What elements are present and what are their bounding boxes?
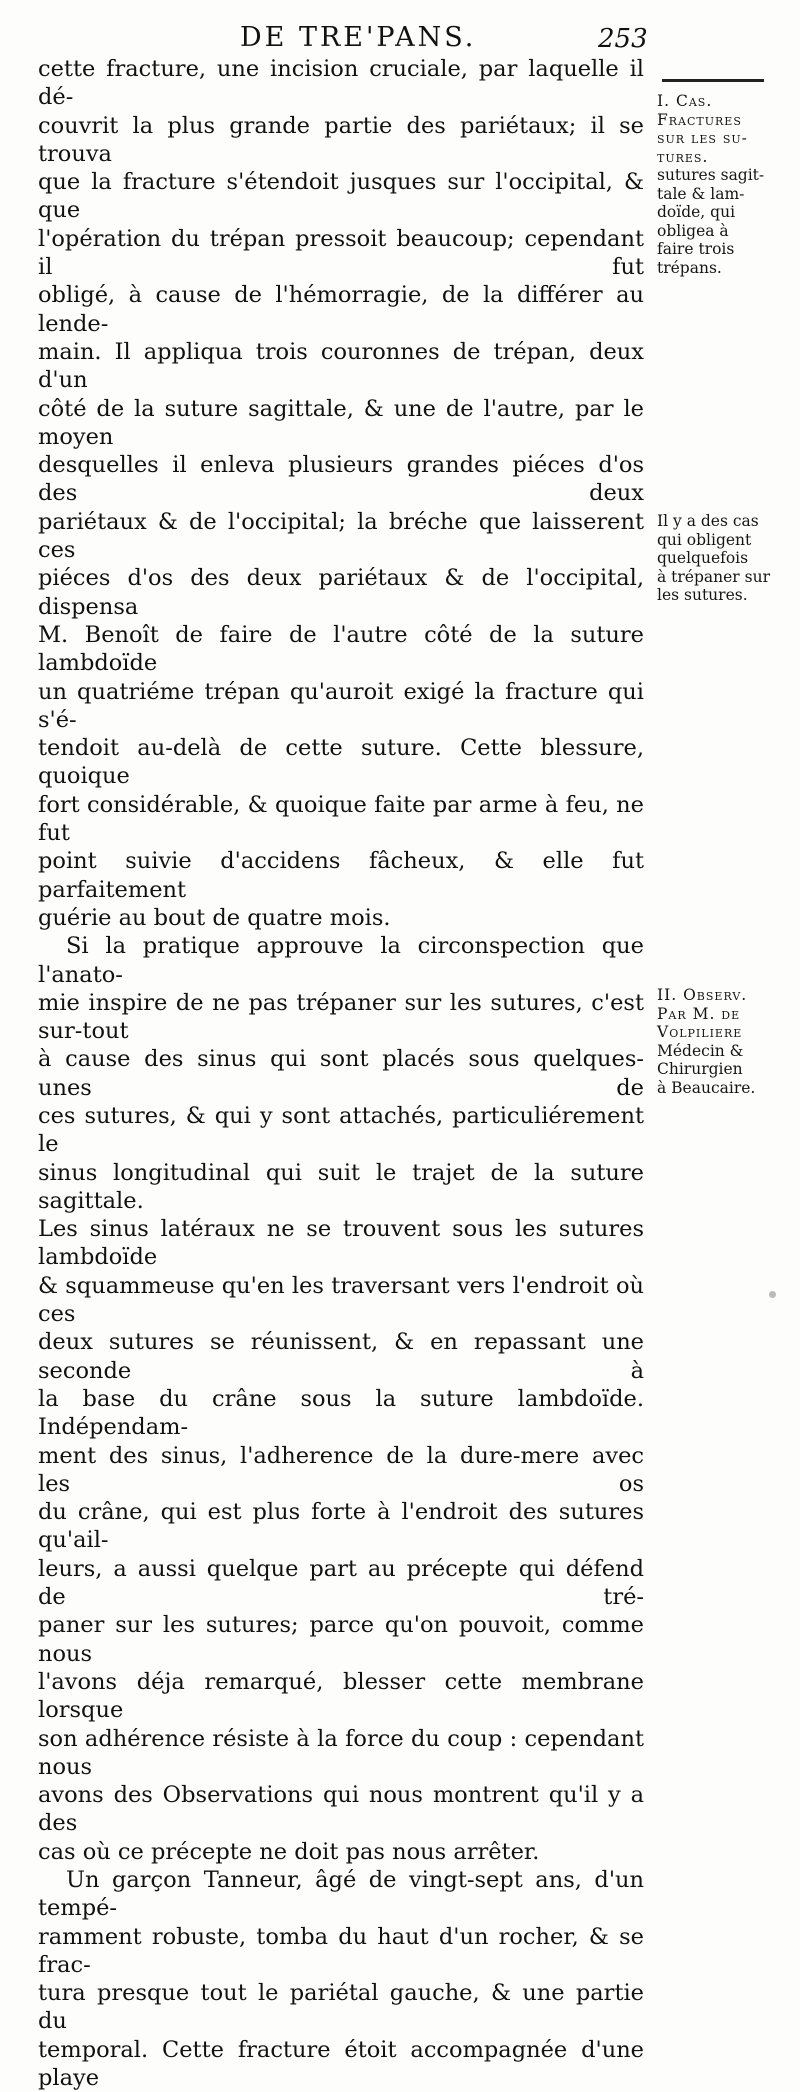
margin-note-line: I. Cas.: [657, 92, 713, 110]
text-line: temporal. Cette fracture étoit accompagnée d'une playe: [38, 2036, 644, 2092]
text-line: côté de la suture sagittale, & une de l'autre, par le moyen: [38, 395, 644, 450]
text-line: du crâne, qui est plus forte à l'endroit des sutures qu'ail-: [38, 1499, 644, 1554]
text-line: deux sutures se réunissent, & en repassant une seconde à: [38, 1329, 644, 1384]
text-line: tendoit au-delà de cette suture. Cette blessure, quoique: [38, 735, 644, 790]
margin-note-line: qui obligent: [657, 530, 752, 549]
margin-note-line: sutures sagit-: [657, 166, 765, 184]
text-line: ces sutures, & qui y sont attachés, particuliérement le: [38, 1102, 644, 1158]
text-line: point suivie d'accidens fâcheux, & elle fut parfaitement: [38, 848, 644, 903]
text-line: M. Benoît de faire de l'autre côté de la suture lambdoïde: [38, 621, 644, 677]
text-line: avons des Observations qui nous montrent qu'il y a des: [38, 1782, 644, 1837]
margin-note-line: quelquefois: [657, 549, 749, 567]
paper-speck: [769, 1291, 776, 1298]
margin-note-line: II. Observ.: [657, 986, 748, 1004]
text-line: ramment robuste, tomba du haut d'un rocher, & se frac-: [38, 1923, 644, 1978]
text-line: que la fracture s'étendoit jusques sur l'occipital, & que: [38, 169, 644, 224]
text-line: Un garçon Tanneur, âgé de vingt-sept ans, d'un tempé-: [38, 1867, 644, 1922]
text-line: l'avons déja remarqué, blesser cette membrane lorsque: [38, 1668, 644, 1724]
margin-note-line: sur les su-: [657, 129, 748, 147]
text-line: Si la pratique approuve la circonspection que l'anato-: [38, 933, 644, 988]
margin-note-line: tale & lam-: [657, 184, 745, 203]
text-line: Les sinus latéraux ne se trouvent sous les sutures lambdoïde: [38, 1216, 644, 1271]
margin-note-sutures: [657, 512, 769, 605]
margin-note-line: trépans.: [657, 258, 722, 277]
text-line: tura presque tout le pariétal gauche, & une partie du: [38, 1980, 644, 2035]
margin-note-line: les sutures.: [657, 586, 748, 604]
text-line: à cause des sinus qui sont placés sous quelques-unes de: [38, 1046, 644, 1101]
margin-note-line: Il y a des cas: [657, 512, 759, 530]
text-line: couvrit la plus grande partie des pariétaux; il se trouva: [38, 112, 644, 167]
text-line: main. Il appliqua trois couronnes de trépan, deux d'un: [38, 338, 644, 394]
text-line: ment des sinus, l'adherence de la dure-mere avec les os: [38, 1442, 644, 1497]
text-line: piéces d'os des deux pariétaux & de l'occipital, dispensa: [38, 565, 644, 620]
text-line: cas où ce précepte ne doit pas nous arrêter.: [38, 1838, 540, 1865]
margin-note-line: Médecin &: [657, 1041, 744, 1060]
margin-note-line: obligea à: [657, 221, 729, 240]
margin-rule: [662, 79, 764, 82]
text-line: fort considérable, & quoique faite par arme à feu, ne fut: [38, 791, 644, 847]
margin-note-line: à Beaucaire.: [657, 1078, 756, 1097]
running-title: DE TRE'PANS.: [240, 22, 477, 53]
margin-note-line: Chirurgien: [657, 1060, 743, 1078]
text-line: la base du crâne sous la suture lambdoïde. Indépendam-: [38, 1385, 644, 1441]
page-number: 253: [598, 24, 648, 54]
margin-note-line: Fractures: [657, 110, 742, 129]
main-text: [38, 55, 644, 2092]
margin-note-line: Volpiliere: [657, 1023, 743, 1041]
margin-note-line: tures.: [657, 147, 709, 166]
margin-note-line: doïde, qui: [657, 203, 736, 221]
margin-note-observation-2: [657, 986, 769, 1097]
text-line: guérie au bout de quatre mois.: [38, 904, 391, 931]
text-line: mie inspire de ne pas trépaner sur les sutures, c'est sur-tout: [38, 989, 644, 1045]
text-line: sinus longitudinal qui suit le trajet de la suture sagittale.: [38, 1159, 644, 1214]
text-line: un quatriéme trépan qu'auroit exigé la fracture qui s'é-: [38, 678, 644, 733]
text-line: desquelles il enleva plusieurs grandes piéces d'os des deux: [38, 452, 644, 507]
text-line: obligé, à cause de l'hémorragie, de la différer au lende-: [38, 282, 644, 337]
margin-note-line: à trépaner sur: [657, 567, 770, 586]
margin-note-line: Par M. de: [657, 1004, 741, 1023]
margin-note-line: faire trois: [657, 240, 735, 258]
margin-note-case-1: [657, 92, 769, 277]
text-line: son adhérence résiste à la force du coup : cependant nous: [38, 1725, 644, 1780]
text-line: & squammeuse qu'en les traversant vers l'endroit où ces: [38, 1272, 644, 1328]
text-line: l'opération du trépan pressoit beaucoup; cependant il fut: [38, 225, 644, 281]
text-line: pariétaux & de l'occipital; la bréche que laisserent ces: [38, 508, 644, 564]
text-line: leurs, a aussi quelque part au précepte qui défend de tré-: [38, 1555, 644, 1611]
text-line: cette fracture, une incision cruciale, par laquelle il dé-: [38, 56, 644, 111]
text-line: paner sur les sutures; parce qu'on pouvoit, comme nous: [38, 1612, 644, 1667]
